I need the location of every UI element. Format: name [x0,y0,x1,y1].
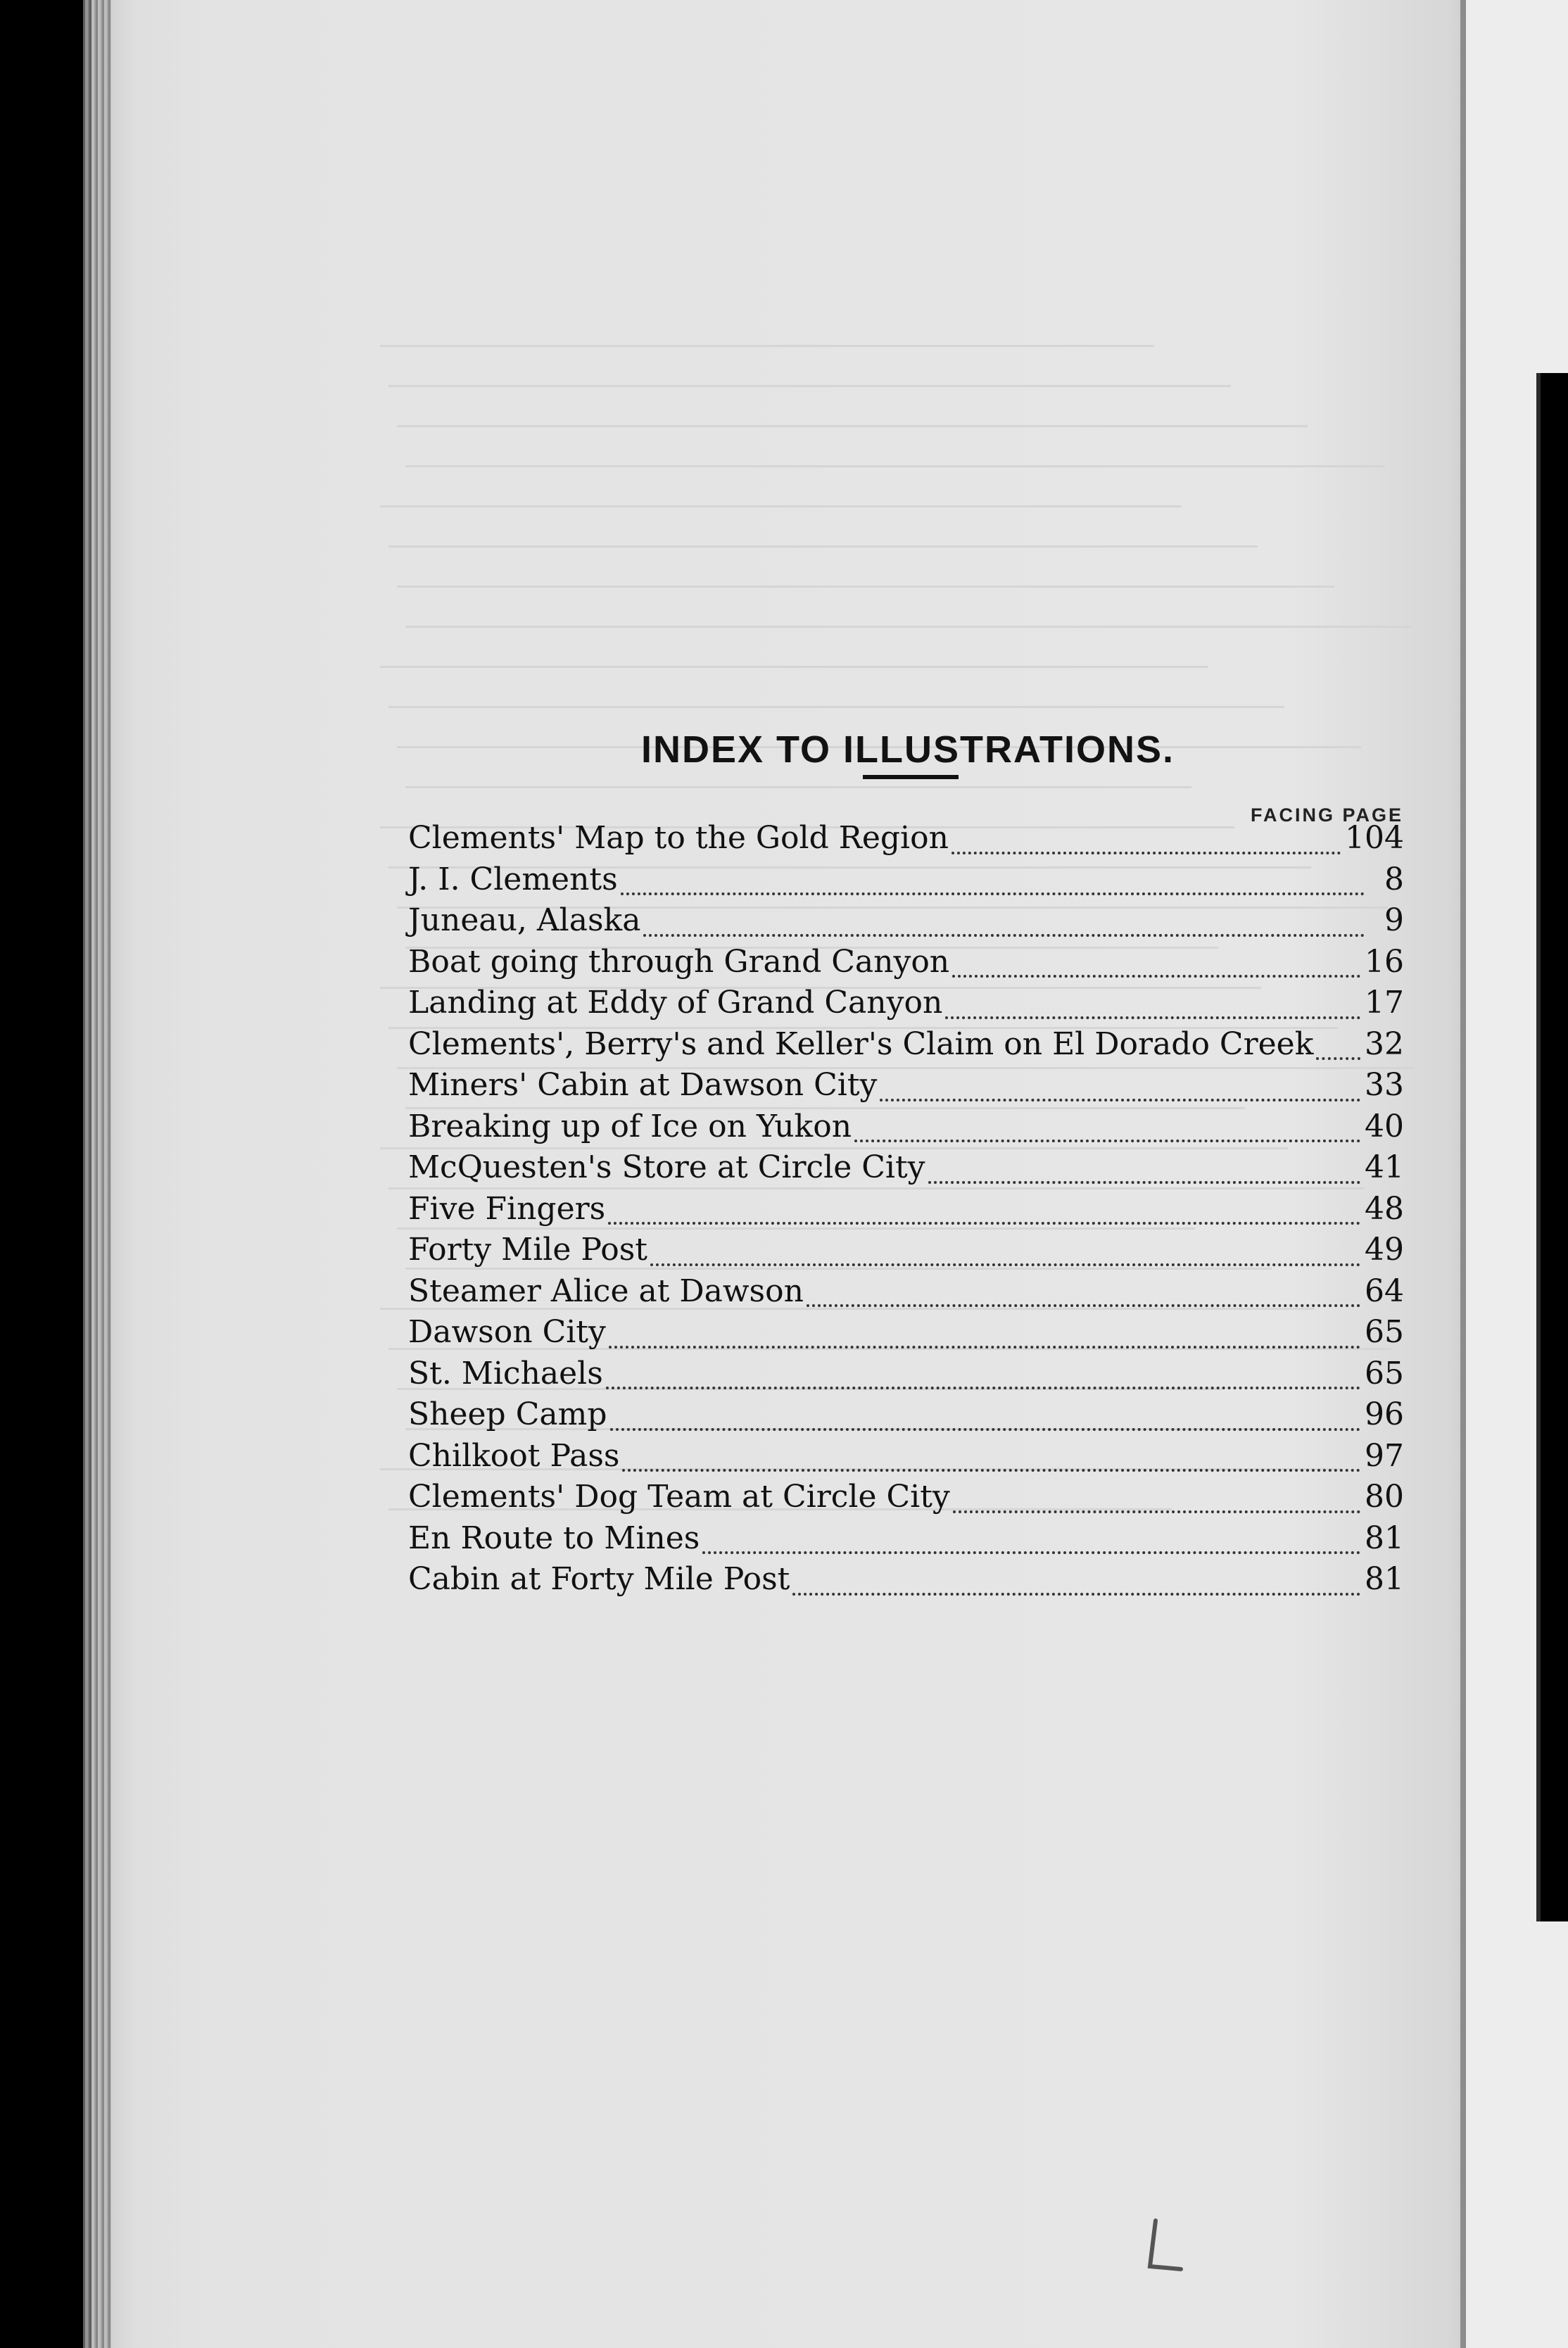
entry-page: 8 [1384,861,1404,897]
entry-title: Clements' Map to the Gold Region [408,820,949,856]
entry-title: En Route to Mines [408,1520,700,1556]
entry-page: 40 [1365,1108,1404,1144]
entry-page: 32 [1365,1025,1404,1062]
show-through-line [405,786,1191,788]
list-item [408,1273,1404,1315]
page-stack-edge [83,0,111,2348]
show-through-line [380,505,1181,507]
facing-page-header: FACING PAGE [1250,804,1403,826]
list-item [408,1520,1404,1562]
entry-title: Dawson City [408,1314,606,1350]
list-item [408,1561,1404,1603]
entry-title: Clements' Dog Team at Circle City [408,1479,950,1515]
leader-dots [951,852,1341,854]
show-through-line [405,626,1411,628]
leader-dots [650,1263,1360,1266]
leader-dots [622,1469,1360,1472]
list-item [408,1109,1404,1150]
entry-title: Juneau, Alaska [408,902,641,938]
entry-page: 49 [1365,1232,1404,1268]
show-through-line [388,706,1284,708]
leader-dots [807,1304,1360,1307]
leader-dots [952,975,1360,978]
leader-dots [621,892,1365,895]
entry-page: 16 [1365,943,1404,980]
facing-plate-edge [1536,373,1568,1921]
list-item [408,1026,1404,1068]
entry-page: 9 [1384,902,1404,938]
entry-title: Cabin at Forty Mile Post [408,1561,790,1597]
show-through-line [405,465,1384,467]
list-item [408,985,1404,1026]
entry-title: Boat going through Grand Canyon [408,943,950,980]
leader-dots [606,1387,1360,1389]
list-item [408,1149,1404,1191]
entry-title: McQuesten's Store at Circle City [408,1149,925,1185]
list-item [408,1396,1404,1438]
entry-page: 104 [1345,820,1404,856]
leader-dots [643,934,1365,937]
entry-page: 96 [1365,1396,1404,1432]
leader-dots [880,1099,1360,1102]
leader-dots [945,1016,1360,1019]
entry-title: Five Fingers [408,1190,606,1227]
title-rule [863,775,959,779]
illustration-list [408,820,1404,1603]
entry-title: J. I. Clements [408,861,618,897]
entry-page: 65 [1365,1355,1404,1391]
leader-dots [928,1181,1360,1184]
entry-title: Miners' Cabin at Dawson City [408,1067,878,1103]
page-gutter [1460,0,1466,2348]
show-through-line [388,545,1258,548]
list-item [408,1479,1404,1520]
leader-dots [610,1428,1361,1431]
entry-title: Chilkoot Pass [408,1437,620,1474]
leader-dots [609,1346,1360,1349]
leader-dots [854,1140,1360,1142]
entry-page: 33 [1365,1067,1404,1103]
entry-page: 64 [1365,1273,1404,1309]
entry-page: 97 [1365,1437,1404,1474]
entry-page: 80 [1365,1479,1404,1515]
show-through-line [388,385,1231,387]
leader-dots [953,1510,1360,1513]
leader-dots [702,1551,1360,1554]
entry-page: 41 [1365,1149,1404,1185]
list-item [408,820,1404,861]
list-item [408,1067,1404,1109]
pencil-mark [1140,2217,1189,2280]
entry-title: St. Michaels [408,1355,603,1391]
entry-page: 81 [1365,1520,1404,1556]
show-through-line [380,345,1154,347]
list-item [408,1314,1404,1356]
leader-dots [608,1222,1360,1225]
show-through-line [397,586,1334,588]
entry-title: Clements', Berry's and Keller's Claim on El Dorado Creek [408,1025,1314,1062]
entry-title: Landing at Eddy of Grand Canyon [408,985,943,1021]
list-item [408,861,1404,903]
entry-title: Sheep Camp [408,1396,607,1432]
list-item [408,944,1404,985]
entry-page: 48 [1365,1190,1404,1227]
show-through-line [397,425,1308,427]
list-item [408,1356,1404,1397]
entry-title: Breaking up of Ice on Yukon [408,1108,852,1144]
list-item [408,1191,1404,1232]
show-through-line [380,666,1208,668]
entry-page: 81 [1365,1561,1404,1597]
entry-page: 65 [1365,1314,1404,1350]
leader-dots [1316,1057,1360,1060]
page-title: INDEX TO ILLUSTRATIONS. [640,728,1175,771]
entry-title: Forty Mile Post [408,1232,647,1268]
list-item [408,1438,1404,1479]
list-item [408,1232,1404,1273]
list-item [408,902,1404,944]
entry-page: 17 [1365,985,1404,1021]
leader-dots [792,1593,1360,1596]
entry-title: Steamer Alice at Dawson [408,1273,804,1309]
